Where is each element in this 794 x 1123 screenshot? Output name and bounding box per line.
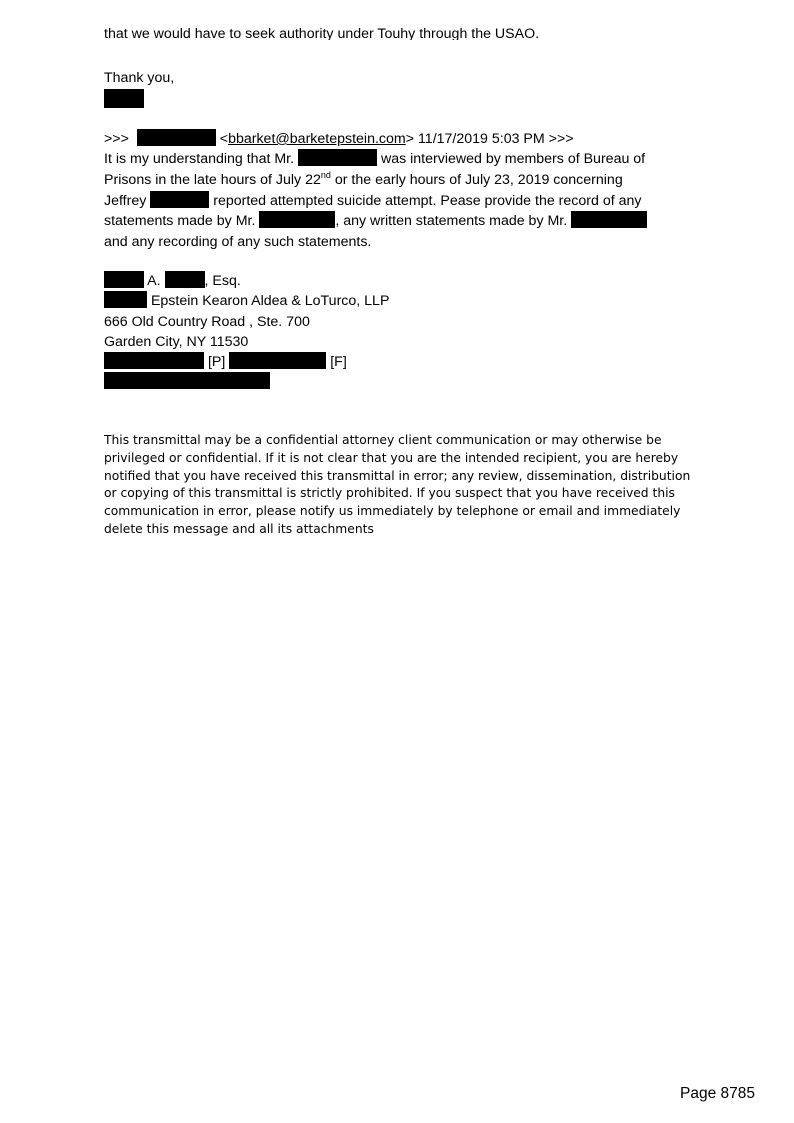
redaction-block (229, 352, 326, 369)
body-text: Prisons in the late hours of July 22 (104, 172, 321, 188)
email-bracket-open: < (219, 131, 229, 147)
cut-off-text: that we would have to seek authority under Touhy through the USAO. (104, 26, 540, 40)
body-text: or the early hours of July 23, 2019 concerning (334, 172, 623, 188)
signature-firm: Epstein Kearon Aldea & LoTurco, LLP (150, 293, 390, 309)
disclaimer-line-3: notified that you have received this transmittal in error; any review, dissemination, distribution (104, 469, 691, 483)
signature-firm-line (104, 291, 389, 311)
email-bracket-close: > (405, 131, 415, 147)
body-line-2 (104, 170, 623, 190)
body-line-3 (104, 191, 641, 211)
quote-marker-open: >>> (104, 131, 129, 147)
redaction-block (104, 271, 144, 288)
signature-suffix: , Esq. (204, 273, 241, 289)
phone-tag: [P] (207, 354, 226, 370)
signature-address-2: Garden City, NY 11530 (104, 334, 249, 350)
redaction-block (104, 291, 147, 308)
ordinal-suffix: nd (320, 170, 331, 180)
disclaimer-line-6: delete this message and all its attachments (104, 522, 374, 536)
page-number: Page 8785 (680, 1085, 755, 1102)
redaction-block (150, 191, 209, 208)
redaction-block (571, 211, 647, 228)
body-text: It is my understanding that Mr. (104, 151, 295, 167)
redaction-block (104, 352, 204, 369)
signature-phone-fax-line (104, 352, 347, 372)
redaction-block (298, 149, 377, 166)
body-text: statements made by Mr. (104, 213, 256, 229)
disclaimer-line-4: or copying of this transmittal is strictly prohibited. If you suspect that you have received this (104, 486, 675, 500)
redaction-block (104, 372, 270, 389)
quoted-header-line (104, 129, 574, 149)
body-text: Jeffrey (104, 193, 147, 209)
fax-tag: [F] (330, 354, 347, 370)
disclaimer-line-2: privileged or confidential. If it is not clear that you are the intended recipient, you are hereby (104, 451, 679, 465)
body-line-1 (104, 149, 645, 169)
signature-initial: A. (147, 273, 161, 289)
signature-name-line (104, 271, 241, 291)
disclaimer-line-1: This transmittal may be a confidential attorney client communication or may otherwise be (104, 433, 662, 447)
sent-datetime: 11/17/2019 5:03 PM (417, 131, 545, 147)
disclaimer-line-5: communication in error, please notify us immediately by telephone or email and immediately (104, 504, 681, 518)
redaction-block (137, 129, 216, 146)
redaction-block (165, 271, 205, 288)
body-line-4 (104, 211, 647, 231)
redaction-block (104, 89, 144, 108)
cut-off-line (104, 22, 564, 40)
quote-marker-close: >>> (548, 131, 574, 147)
redaction-block (259, 211, 335, 228)
body-text: reported attempted suicide attempt. Pease provide the record of any (213, 193, 642, 209)
closing-line: Thank you, (104, 70, 175, 86)
sender-email-link[interactable]: bbarket@barketepstein.com (228, 131, 406, 147)
sender-name-redaction (104, 89, 144, 110)
signature-email-redaction (104, 372, 270, 391)
signature-address-1: 666 Old Country Road , Ste. 700 (104, 314, 310, 330)
body-text: was interviewed by members of Bureau of (380, 151, 646, 167)
body-line-5: and any recording of any such statements. (104, 234, 372, 250)
body-text: , any written statements made by Mr. (335, 213, 568, 229)
